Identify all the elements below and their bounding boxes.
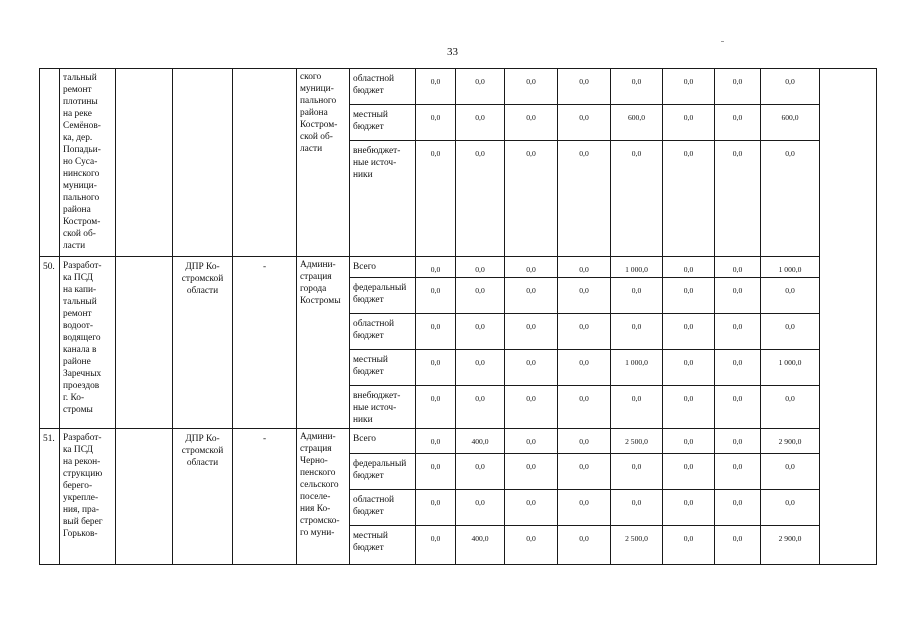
funding-source-line: местный	[353, 355, 388, 365]
funding-source-line: бюджет	[353, 295, 384, 305]
empty-last-column	[820, 69, 877, 565]
amount-cell: 0,0	[505, 314, 558, 350]
amount-cell: 1 000,0	[611, 257, 663, 278]
funding-source	[350, 350, 416, 386]
measure-name-line: пального	[63, 193, 100, 203]
funding-source-line: областной	[353, 74, 395, 84]
amount-cell: 0,0	[761, 69, 820, 105]
amount-cell: 2 500,0	[611, 526, 663, 565]
measure-name-line: но Суса-	[63, 157, 98, 167]
amount-cell: 0,0	[715, 429, 761, 454]
executor-line: стромской	[181, 446, 224, 456]
measure-name-line: ремонт	[63, 85, 92, 95]
administration-line: района	[300, 108, 328, 118]
funding-source	[350, 278, 416, 314]
amount-cell: 600,0	[611, 105, 663, 141]
measure-name	[60, 429, 116, 565]
amount-cell: 0,0	[558, 350, 611, 386]
amount-cell: 600,0	[761, 105, 820, 141]
amount-cell: 0,0	[558, 141, 611, 257]
funding-source-line: местный	[353, 531, 388, 541]
amount-cell: 0,0	[456, 386, 505, 429]
measure-name-line: водящего	[63, 333, 101, 343]
dash-cell: -	[233, 429, 297, 565]
funding-source-line: бюджет	[353, 367, 384, 377]
amount-cell: 0,0	[715, 314, 761, 350]
funding-source-line: Всего	[353, 434, 376, 444]
administration-line: муници-	[300, 84, 334, 94]
page-number: 33	[447, 46, 458, 58]
measure-name-line: струкцию	[63, 469, 103, 479]
measure-name-line: муници-	[63, 181, 97, 191]
funding-source-line: бюджет	[353, 471, 384, 481]
administration-line: пального	[300, 96, 337, 106]
amount-cell: 400,0	[456, 429, 505, 454]
amount-cell: 0,0	[663, 454, 715, 490]
amount-cell: 0,0	[416, 429, 456, 454]
funding-source	[350, 490, 416, 526]
amount-cell: 0,0	[456, 105, 505, 141]
measure-name	[60, 257, 116, 429]
administration	[297, 429, 350, 565]
measure-name-line: нинского	[63, 169, 100, 179]
budget-table	[39, 68, 877, 565]
amount-cell: 0,0	[416, 69, 456, 105]
amount-cell: 0,0	[611, 278, 663, 314]
amount-cell: 0,0	[715, 350, 761, 386]
funding-source-line: областной	[353, 319, 395, 329]
administration-line: пенского	[300, 468, 336, 478]
funding-source	[350, 69, 416, 105]
amount-cell: 0,0	[416, 105, 456, 141]
executor-line: ДПР Ко-	[185, 262, 220, 272]
measure-name-line: на реке	[63, 109, 92, 119]
administration-line: Костром-	[300, 120, 338, 130]
amount-cell: 0,0	[715, 454, 761, 490]
amount-cell: 0,0	[558, 429, 611, 454]
amount-cell: 0,0	[456, 141, 505, 257]
executor	[173, 257, 233, 429]
amount-cell: 0,0	[663, 105, 715, 141]
amount-cell: 0,0	[456, 350, 505, 386]
amount-cell: 0,0	[663, 314, 715, 350]
measure-name-line: ка ПСД	[63, 445, 93, 455]
administration-line: страция	[300, 444, 332, 454]
measure-name-line: на рекон-	[63, 457, 101, 467]
table-row	[40, 257, 877, 278]
funding-source-line: внебюджет-	[353, 391, 401, 401]
measure-name-line: Семёнов-	[63, 121, 101, 131]
administration-line: ния Ко-	[300, 504, 331, 514]
measure-name	[60, 69, 116, 257]
amount-cell: 0,0	[715, 141, 761, 257]
funding-source-line: областной	[353, 495, 395, 505]
funding-source-line: ники	[353, 415, 373, 425]
amount-cell: 0,0	[416, 141, 456, 257]
measure-name-line: Попадьи-	[63, 145, 101, 155]
measure-name-line: тальный	[63, 297, 97, 307]
amount-cell: 0,0	[715, 526, 761, 565]
amount-cell: 0,0	[416, 526, 456, 565]
amount-cell: 0,0	[663, 69, 715, 105]
administration-line: поселе-	[300, 492, 331, 502]
amount-cell: 0,0	[505, 257, 558, 278]
executor-line: области	[186, 458, 219, 468]
empty-cell	[116, 69, 173, 257]
scan-speck	[721, 41, 724, 42]
measure-name-line: на капи-	[63, 285, 97, 295]
administration-line: Админи-	[300, 432, 336, 442]
amount-cell: 0,0	[505, 350, 558, 386]
amount-cell: 0,0	[611, 69, 663, 105]
funding-source	[350, 257, 416, 278]
executor-line: ДПР Ко-	[185, 434, 220, 444]
funding-source-line: местный	[353, 110, 388, 120]
amount-cell: 0,0	[611, 314, 663, 350]
amount-cell: 0,0	[456, 69, 505, 105]
dash-cell	[233, 69, 297, 257]
funding-source-line: бюджет	[353, 86, 384, 96]
dash-cell: -	[233, 257, 297, 429]
amount-cell: 0,0	[761, 278, 820, 314]
administration-line: сельского	[300, 480, 339, 490]
administration-line: Черно-	[300, 456, 328, 466]
amount-cell: 0,0	[715, 105, 761, 141]
measure-name-line: Заречных	[63, 369, 102, 379]
amount-cell: 0,0	[505, 386, 558, 429]
amount-cell: 1 000,0	[761, 257, 820, 278]
measure-name-line: укрепле-	[63, 493, 99, 503]
funding-source-line: Всего	[353, 262, 376, 272]
amount-cell: 0,0	[761, 490, 820, 526]
amount-cell: 0,0	[558, 69, 611, 105]
amount-cell: 0,0	[416, 257, 456, 278]
measure-name-line: ка, дер.	[63, 133, 93, 143]
administration	[297, 257, 350, 429]
empty-cell	[116, 429, 173, 565]
administration-line: ской об-	[300, 132, 333, 142]
amount-cell: 0,0	[505, 278, 558, 314]
measure-name-line: плотины	[63, 97, 98, 107]
amount-cell: 0,0	[611, 490, 663, 526]
funding-source	[350, 386, 416, 429]
amount-cell: 0,0	[715, 69, 761, 105]
amount-cell: 0,0	[505, 105, 558, 141]
measure-name-line: Костром-	[63, 217, 101, 227]
amount-cell: 0,0	[663, 429, 715, 454]
funding-source-line: бюджет	[353, 543, 384, 553]
measure-name-line: ласти	[63, 241, 86, 251]
amount-cell: 0,0	[416, 490, 456, 526]
empty-cell	[116, 257, 173, 429]
administration-line: ласти	[300, 144, 323, 154]
administration	[297, 69, 350, 257]
amount-cell: 0,0	[611, 141, 663, 257]
measure-name-line: берего-	[63, 481, 93, 491]
measure-name-line: г. Ко-	[63, 393, 85, 403]
funding-source-line: ные источ-	[353, 158, 397, 168]
amount-cell: 0,0	[663, 141, 715, 257]
amount-cell: 2 500,0	[611, 429, 663, 454]
funding-source	[350, 454, 416, 490]
amount-cell: 0,0	[715, 257, 761, 278]
amount-cell: 0,0	[663, 278, 715, 314]
amount-cell: 0,0	[611, 454, 663, 490]
administration-line: Админи-	[300, 260, 336, 270]
amount-cell: 400,0	[456, 526, 505, 565]
funding-source-line: федеральный	[353, 459, 407, 469]
administration-line: Костромы	[300, 296, 341, 306]
amount-cell: 0,0	[761, 314, 820, 350]
administration-line: страция	[300, 272, 332, 282]
executor-line: стромской	[181, 274, 224, 284]
amount-cell: 0,0	[715, 278, 761, 314]
amount-cell: 0,0	[663, 490, 715, 526]
measure-name-line: ка ПСД	[63, 273, 93, 283]
measure-name-line: Разработ-	[63, 433, 102, 443]
funding-source-line: бюджет	[353, 507, 384, 517]
funding-source-line: ники	[353, 170, 373, 180]
amount-cell: 0,0	[505, 69, 558, 105]
amount-cell: 0,0	[558, 386, 611, 429]
measure-name-line: тальный	[63, 73, 97, 83]
funding-source-line: ные источ-	[353, 403, 397, 413]
executor-line: области	[186, 286, 219, 296]
amount-cell: 0,0	[558, 454, 611, 490]
amount-cell: 0,0	[761, 386, 820, 429]
amount-cell: 0,0	[558, 278, 611, 314]
amount-cell: 0,0	[558, 314, 611, 350]
amount-cell: 0,0	[611, 386, 663, 429]
amount-cell: 1 000,0	[611, 350, 663, 386]
amount-cell: 0,0	[663, 526, 715, 565]
amount-cell: 0,0	[715, 386, 761, 429]
amount-cell: 0,0	[456, 314, 505, 350]
measure-name-line: ской об-	[63, 229, 96, 239]
amount-cell: 0,0	[505, 141, 558, 257]
funding-source	[350, 429, 416, 454]
item-number: 50.	[40, 257, 60, 429]
amount-cell: 0,0	[456, 454, 505, 490]
administration-line: ского	[300, 72, 322, 82]
amount-cell: 0,0	[416, 386, 456, 429]
amount-cell: 0,0	[416, 454, 456, 490]
amount-cell: 0,0	[715, 490, 761, 526]
measure-name-line: районе	[63, 357, 91, 367]
measure-name-line: стромы	[63, 405, 93, 415]
amount-cell: 0,0	[558, 257, 611, 278]
funding-source-line: федеральный	[353, 283, 407, 293]
funding-source-line: бюджет	[353, 122, 384, 132]
table-row	[40, 429, 877, 454]
amount-cell: 0,0	[416, 314, 456, 350]
amount-cell: 2 900,0	[761, 429, 820, 454]
item-number: 51.	[40, 429, 60, 565]
measure-name-line: ремонт	[63, 309, 92, 319]
amount-cell: 1 000,0	[761, 350, 820, 386]
measure-name-line: водоот-	[63, 321, 94, 331]
executor	[173, 429, 233, 565]
amount-cell: 0,0	[761, 141, 820, 257]
amount-cell: 0,0	[505, 429, 558, 454]
item-number	[40, 69, 60, 257]
amount-cell: 0,0	[663, 350, 715, 386]
amount-cell: 0,0	[456, 257, 505, 278]
amount-cell: 0,0	[505, 490, 558, 526]
amount-cell: 0,0	[663, 386, 715, 429]
measure-name-line: Разработ-	[63, 261, 102, 271]
amount-cell: 0,0	[505, 526, 558, 565]
measure-name-line: района	[63, 205, 91, 215]
funding-source-line: бюджет	[353, 331, 384, 341]
funding-source	[350, 105, 416, 141]
executor	[173, 69, 233, 257]
amount-cell: 0,0	[505, 454, 558, 490]
amount-cell: 0,0	[663, 257, 715, 278]
administration-line: го муни-	[300, 528, 335, 538]
administration-line: стромско-	[300, 516, 340, 526]
funding-source	[350, 314, 416, 350]
amount-cell: 0,0	[456, 278, 505, 314]
amount-cell: 0,0	[558, 105, 611, 141]
measure-name-line: Горьков-	[63, 529, 98, 539]
measure-name-line: вый берег	[63, 517, 103, 527]
administration-line: города	[300, 284, 327, 294]
funding-source-line: внебюджет-	[353, 146, 401, 156]
amount-cell: 0,0	[416, 278, 456, 314]
table-row	[40, 69, 877, 105]
measure-name-line: канала в	[63, 345, 97, 355]
funding-source	[350, 141, 416, 257]
measure-name-line: проездов	[63, 381, 100, 391]
amount-cell: 2 900,0	[761, 526, 820, 565]
amount-cell: 0,0	[558, 526, 611, 565]
funding-source	[350, 526, 416, 565]
amount-cell: 0,0	[761, 454, 820, 490]
amount-cell: 0,0	[416, 350, 456, 386]
measure-name-line: ния, пра-	[63, 505, 100, 515]
amount-cell: 0,0	[558, 490, 611, 526]
amount-cell: 0,0	[456, 490, 505, 526]
